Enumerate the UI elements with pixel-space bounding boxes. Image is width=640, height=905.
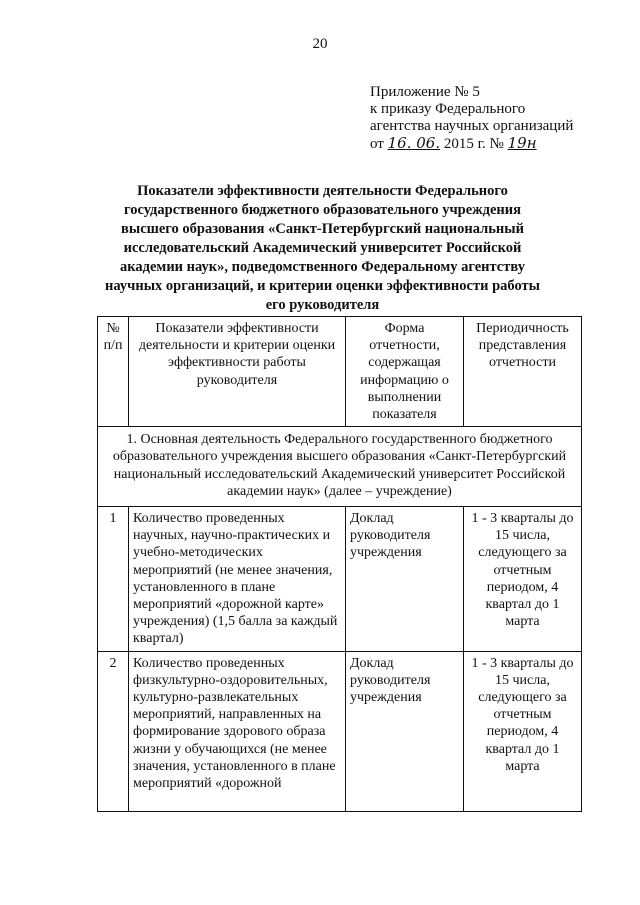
- header-report-form: Форма отчетности, содержащая информацию о выполнении показателя: [346, 317, 464, 427]
- section-row: [98, 427, 582, 507]
- row-periodicity: 1 - 3 кварталы до 15 числа, следующего за отчетным периодом, 4 квартал до 1 марта: [464, 507, 582, 652]
- indicators-table: [97, 316, 582, 812]
- appendix-line-3: агентства научных организаций: [370, 118, 574, 134]
- row-indicator: Количество проведенных физкультурно-оздоровительных, культурно-развлекательных мероприятий, направленных на формирование здорового образа жизни у обучающихся (не менее значения, установленного в плане мероприятий «дорожной: [129, 651, 346, 811]
- table-row: [98, 651, 582, 811]
- header-periodicity: Периодичность представления отчетности: [464, 317, 582, 427]
- table-header-row: [98, 317, 582, 427]
- appendix-line-1: Приложение № 5: [370, 84, 480, 100]
- appendix-header: [370, 84, 630, 153]
- header-indicators: Показатели эффективности деятельности и критерии оценки эффективности работы руководителя: [129, 317, 346, 427]
- appendix-line-2: к приказу Федерального: [370, 101, 526, 117]
- row-report-form: Доклад руководителя учреждения: [346, 507, 464, 652]
- document-title: Показатели эффективности деятельности Федерального государственного бюджетного образовательного учреждения высшего образования «Санкт-Петербургский национальный исследовательский Академический университет Российской академии наук», подведомственного Федеральному агентству научных организаций, и критерии оценки эффективности работы его руководителя: [105, 183, 540, 313]
- header-number: № п/п: [98, 317, 129, 427]
- handwritten-date: 16. 06.: [387, 134, 441, 152]
- row-number: 1: [98, 507, 129, 652]
- date-prefix: от: [370, 136, 384, 152]
- row-report-form: Доклад руководителя учреждения: [346, 651, 464, 811]
- page-number: 20: [312, 36, 328, 52]
- row-periodicity: 1 - 3 кварталы до 15 числа, следующего за отчетным периодом, 4 квартал до 1 марта: [464, 651, 582, 811]
- year-text: 2015 г. №: [443, 136, 504, 152]
- section-heading: 1. Основная деятельность Федерального государственного бюджетного образовательного учреждения высшего образования «Санкт-Петербургский национальный исследовательский Академический университет Российской академии наук» (далее – учреждение): [98, 427, 582, 507]
- handwritten-order-number: 19н: [507, 134, 537, 152]
- table-row: [98, 507, 582, 652]
- row-number: 2: [98, 651, 129, 811]
- row-indicator: Количество проведенных научных, научно-практических и учебно-методических мероприятий (не менее значения, установленного в плане мероприятий «дорожной карте» учреждения) (1,5 балла за каждый квартал): [129, 507, 346, 652]
- appendix-date-line: [370, 135, 630, 153]
